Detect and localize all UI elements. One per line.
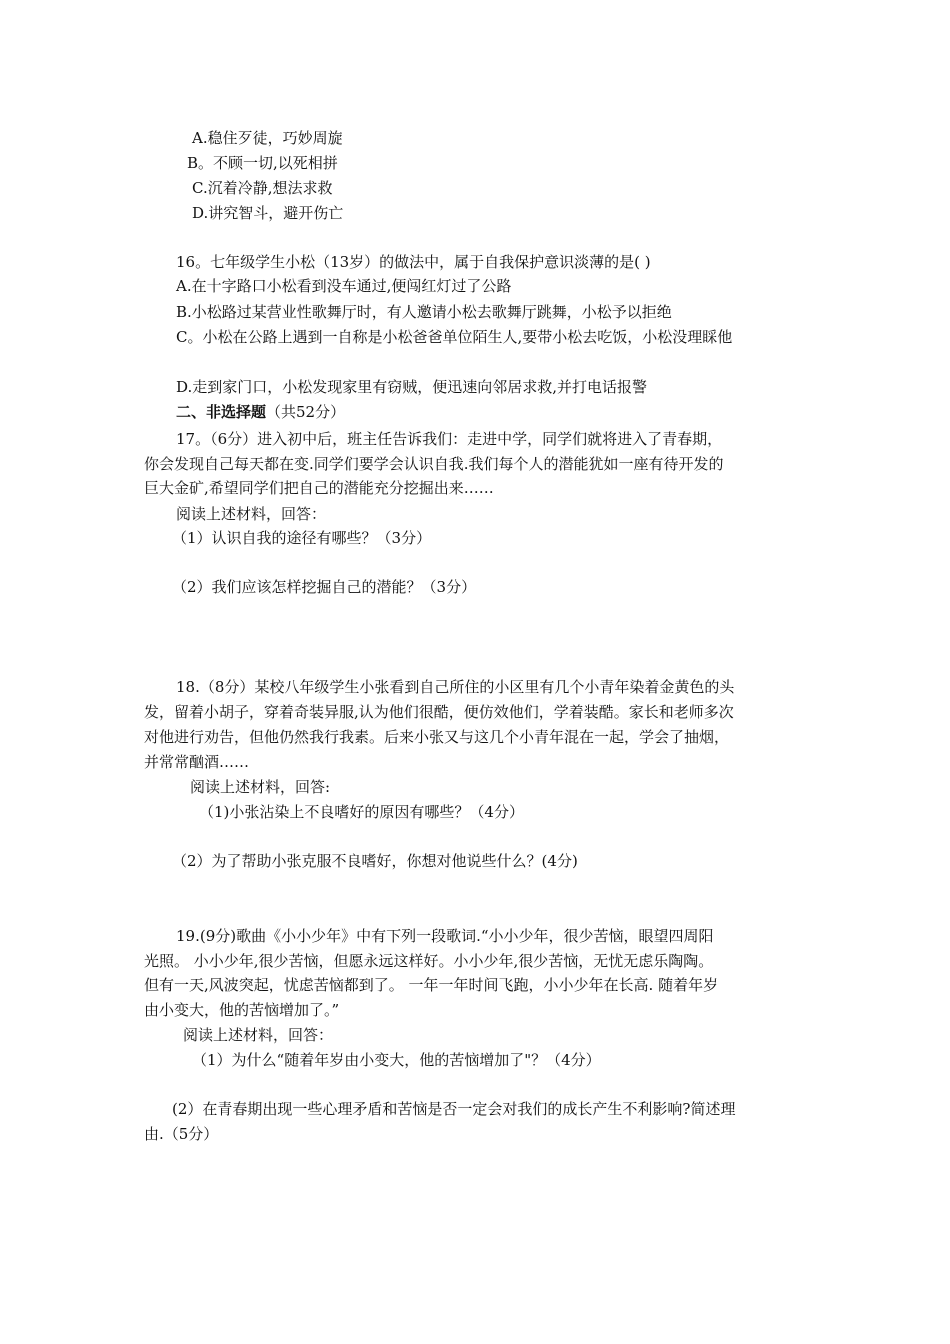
q15-option-b: B。不顾一切,以死相拼 (187, 154, 338, 172)
q18-prompt: 阅读上述材料，回答: (190, 778, 331, 796)
q15-option-d: D.讲究智斗，避开伤亡 (192, 204, 344, 222)
section-2-heading (176, 402, 345, 422)
q17-text-line-2: 你会发现自己每天都在变.同学们要学会认识自我.我们每个人的潜能犹如一座有待开发的 (144, 455, 724, 473)
q17-prompt: 阅读上述材料，回答： (176, 505, 327, 523)
q17-text-line-3: 巨大金矿,希望同学们把自己的潜能充分挖掘出来…… (144, 479, 494, 497)
q16-option-d: D.走到家门口，小松发现家里有窃贼，便迅速向邻居求救,并打电话报警 (176, 378, 648, 396)
q18-text-line-3: 对他进行劝告，但他仍然我行我素。后来小张又与这几个小青年混在一起，学会了抽烟， (144, 728, 730, 746)
q15-option-a: A.稳住歹徒，巧妙周旋 (192, 129, 343, 147)
section-2-title: 二、非选择题 (176, 403, 267, 421)
q19-text-line-1: 19.(9分)歌曲《小小少年》中有下列一段歌词.“小小少年，很少苦恼，眼望四周阳 (176, 927, 714, 945)
q18-text-line-1: 18.（8分）某校八年级学生小张看到自己所住的小区里有几个小青年染着金黄色的头 (176, 678, 735, 696)
q18-sub-question-2: （2）为了帮助小张克服不良嗜好，你想对他说些什么？(4分) (172, 852, 578, 870)
q16-option-b: B.小松路过某营业性歌舞厅时，有人邀请小松去歌舞厅跳舞，小松予以拒绝 (176, 303, 672, 321)
q19-sub-question-2-line-2: 由.（5分） (144, 1125, 219, 1143)
q15-option-c: C.沉着冷静,想法求救 (192, 179, 333, 197)
section-2-points: （共52分） (266, 403, 346, 421)
q17-sub-question-2: （2）我们应该怎样挖掘自己的潜能？（3分） (172, 578, 477, 596)
q19-sub-question-2-line-1: (2）在青春期出现一些心理矛盾和苦恼是否一定会对我们的成长产生不利影响?简述理 (172, 1100, 736, 1118)
q16-option-c: C。小松在公路上遇到一自称是小松爸爸单位陌生人,要带小松去吃饭，小松没理睬他 (176, 328, 733, 346)
q17-sub-question-1: （1）认识自我的途径有哪些？（3分） (172, 529, 432, 547)
q19-sub-question-1: （1）为什么“随着年岁由小变大，他的苦恼增加了"？（4分） (192, 1051, 601, 1069)
q16-option-a: A.在十字路口小松看到没车通过,便闯红灯过了公路 (176, 277, 512, 295)
q19-prompt: 阅读上述材料，回答： (183, 1026, 334, 1044)
q19-text-line-2: 光照。 小小少年,很少苦恼，但愿永远这样好。小小少年,很少苦恼，无忧无虑乐陶陶。 (144, 952, 714, 970)
q19-text-line-4: 由小变大，他的苦恼增加了。” (144, 1001, 340, 1019)
q19-text-line-3: 但有一天,风波突起，忧虑苦恼都到了。 一年一年时间飞跑，小小少年在长高. 随着年岁 (144, 976, 719, 994)
q18-text-line-2: 发，留着小胡子，穿着奇装异服,认为他们很酷，便仿效他们，学着装酷。家长和老师多次 (144, 703, 734, 721)
q18-text-line-4: 并常常酗酒…… (144, 753, 250, 771)
q17-text-line-1: 17。（6分）进入初中后，班主任告诉我们：走进中学，同学们就将进入了青春期， (176, 430, 723, 448)
q18-sub-question-1: （1)小张沾染上不良嗜好的原因有哪些？（4分） (199, 803, 524, 821)
q16-stem: 16。七年级学生小松（13岁）的做法中，属于自我保护意识淡薄的是( ) (176, 253, 651, 271)
